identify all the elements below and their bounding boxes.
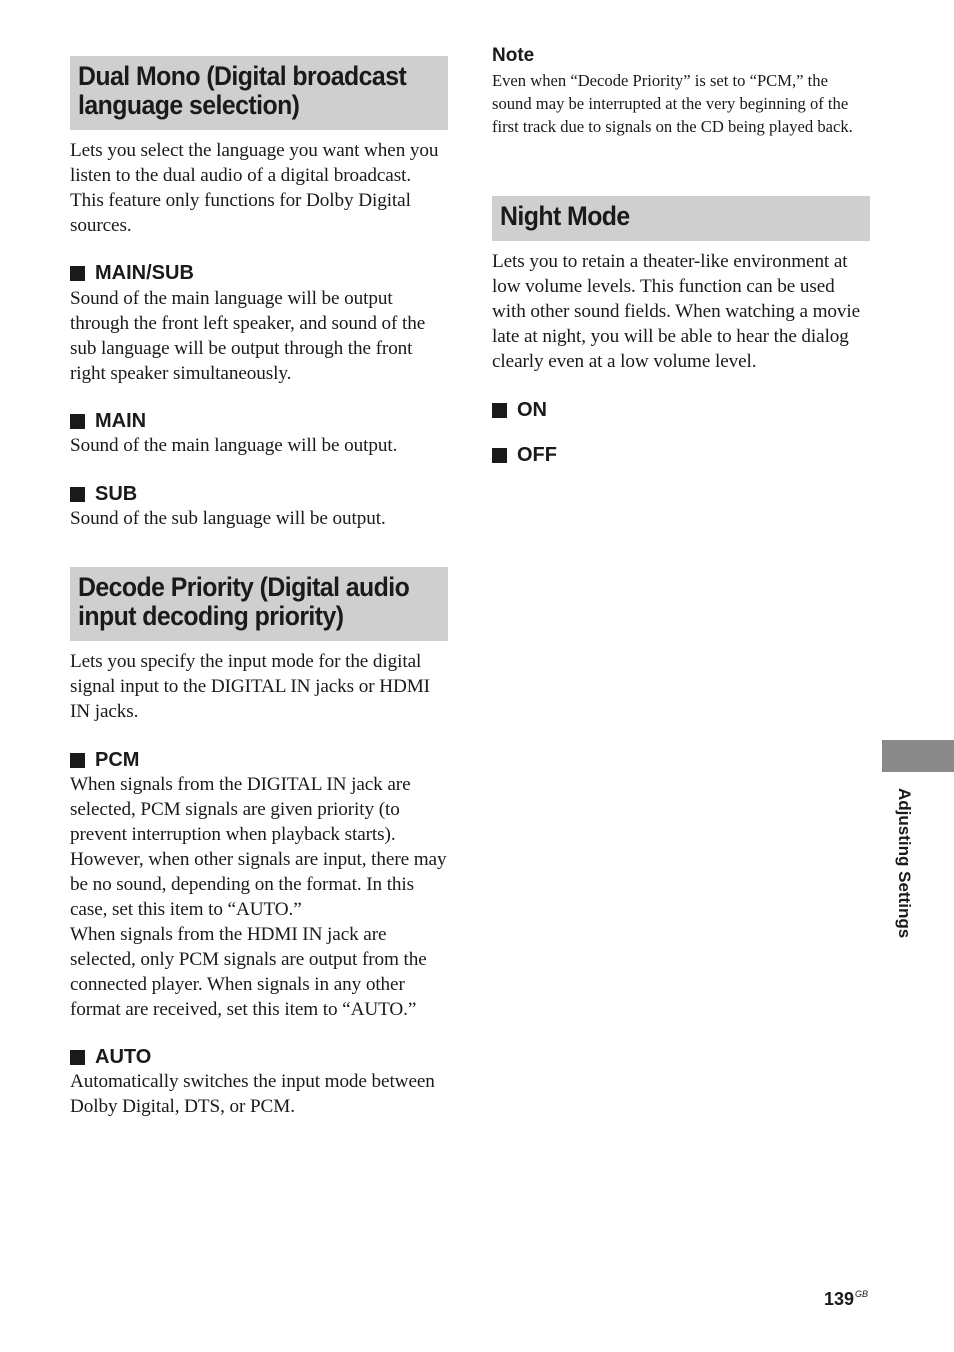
option-on: ON bbox=[492, 398, 547, 422]
option-sub: SUB bbox=[70, 482, 137, 506]
note-text: Even when “Decode Priority” is set to “PCM,” the sound may be interrupted at the very beginning of the first track due to signals on the CD being played back. bbox=[492, 71, 853, 136]
night-mode-heading bbox=[492, 196, 870, 241]
option-sub-text: Sound of the sub language will be output. bbox=[70, 508, 386, 529]
square-bullet-icon bbox=[70, 753, 85, 768]
night-mode-title: Night Mode bbox=[500, 201, 630, 231]
dual-mono-intro: Lets you select the language you want when you listen to the dual audio of a digital broadcast. This feature only functions for Dolby Digital sources. bbox=[70, 140, 439, 236]
dual-mono-heading bbox=[70, 56, 448, 130]
decode-priority-heading bbox=[70, 567, 448, 641]
square-bullet-icon bbox=[70, 1050, 85, 1065]
page-number: $139^{GB}$ bbox=[824, 1289, 869, 1309]
square-bullet-icon bbox=[492, 403, 507, 418]
square-bullet-icon bbox=[70, 266, 85, 281]
option-main-sub-text: Sound of the main language will be output through the front left speaker, and sound of the sub language will be output through the front right speaker simultaneously. bbox=[70, 288, 426, 384]
square-bullet-icon bbox=[70, 414, 85, 429]
option-pcm-text: When signals from the DIGITAL IN jack are selected, PCM signals are given priority (to prevent interruption when playback starts). However, when other signals are input, there may be no sound, depending on the format. In this case, set this item to “AUTO.” bbox=[70, 774, 447, 920]
decode-priority-intro: Lets you specify the input mode for the digital signal input to the DIGITAL IN jacks or HDMI IN jacks. bbox=[70, 651, 430, 722]
page-suffix: GB bbox=[855, 1289, 869, 1299]
option-pcm-text-2: When signals from the HDMI IN jack are selected, only PCM signals are output from the connected player. When signals in any other format are received, set this item to “AUTO.” bbox=[70, 924, 427, 1020]
square-bullet-icon bbox=[70, 487, 85, 502]
section-tab-label: Adjusting Settings bbox=[895, 788, 914, 939]
square-bullet-icon bbox=[492, 448, 507, 463]
option-main: MAIN bbox=[70, 409, 146, 433]
option-main-text: Sound of the main language will be output. bbox=[70, 435, 398, 456]
option-auto: AUTO bbox=[70, 1045, 151, 1069]
option-auto-text: Automatically switches the input mode between Dolby Digital, DTS, or PCM. bbox=[70, 1071, 435, 1117]
option-main-sub: MAIN/SUB bbox=[70, 261, 194, 285]
section-tab-marker bbox=[882, 740, 954, 772]
option-pcm: PCM bbox=[70, 748, 139, 772]
option-off: OFF bbox=[492, 443, 557, 467]
night-mode-intro: Lets you to retain a theater-like environment at low volume levels. This function can be used with other sound fields. When watching a movie late at night, you will be able to hear the dialog clearly even at a low volume level. bbox=[492, 251, 861, 372]
dual-mono-title: Dual Mono (Digital broadcast language selection) bbox=[78, 61, 407, 120]
note-title: Note bbox=[492, 45, 535, 66]
decode-priority-title: Decode Priority (Digital audio input decoding priority) bbox=[78, 572, 410, 631]
